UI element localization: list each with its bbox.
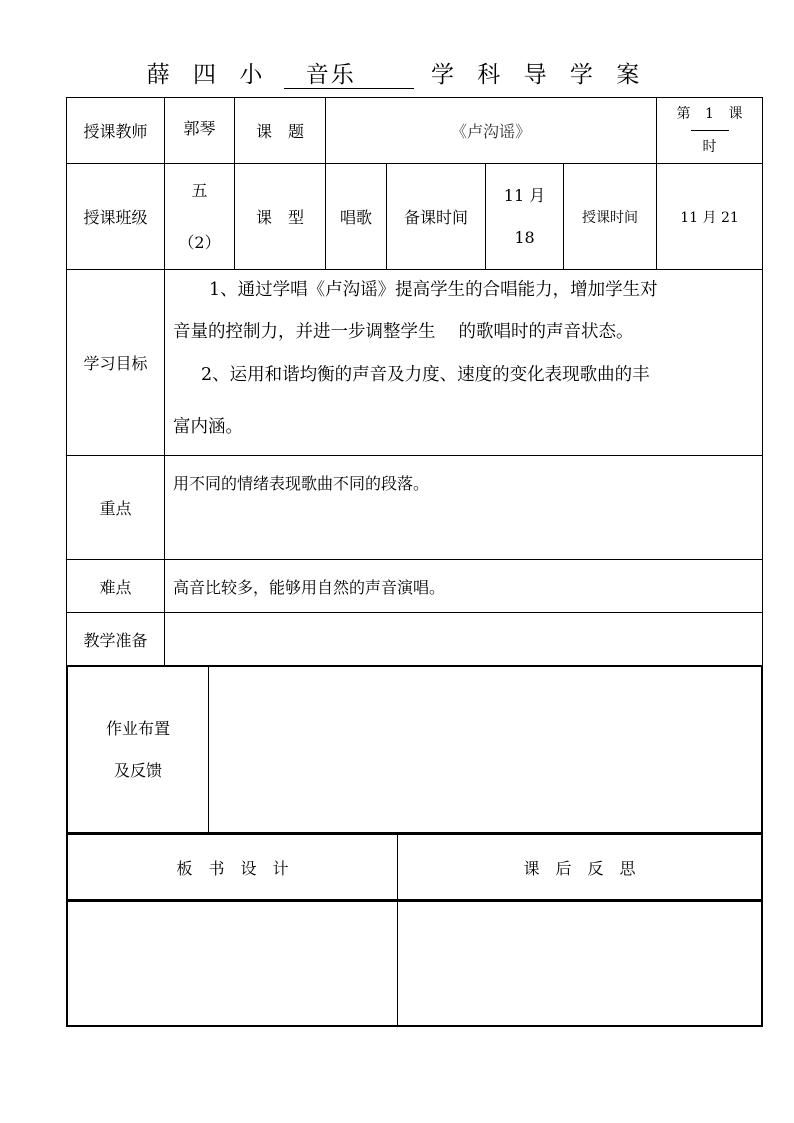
homework-label-line-2: 及反馈	[113, 760, 162, 780]
goals-content	[165, 270, 763, 456]
document-title	[0, 56, 794, 89]
teach-time-value: 11 月 21	[657, 164, 763, 270]
class-label: 授课班级	[67, 164, 165, 270]
title-suffix: 学 科 导 学 案	[431, 62, 648, 88]
row-difficulty	[67, 560, 763, 613]
lesson-unit: 时	[702, 139, 717, 155]
difficulty-text: 高音比较多，能够用自然的声音演唱。	[165, 560, 763, 613]
lesson-count	[657, 98, 763, 164]
board-reflection-body-cell	[67, 901, 763, 1027]
row-class-type	[67, 164, 763, 270]
class-grade: 五	[191, 180, 208, 200]
prep-time-label: 备课时间	[387, 164, 486, 270]
row-goals	[67, 270, 763, 456]
homework-cell	[67, 666, 763, 834]
goal-line-2: 音量的控制力，并进一步调整学生 的歌唱时的声音状态。	[173, 321, 634, 342]
type-value: 唱歌	[326, 164, 387, 270]
lesson-prefix: 第	[676, 106, 691, 122]
row-board-reflection-header	[67, 834, 763, 901]
class-value	[165, 164, 235, 270]
lesson-number: 1	[691, 98, 729, 131]
reflection-content	[398, 902, 762, 1026]
board-reflection-header-cell	[67, 834, 763, 901]
difficulty-label: 难点	[67, 560, 165, 613]
row-homework	[67, 666, 763, 834]
topic-value: 《卢沟谣》	[326, 98, 657, 164]
teach-time-label: 授课时间	[564, 164, 657, 270]
subject-name: 音乐	[284, 62, 414, 89]
prep-month: 11 月	[503, 185, 546, 205]
preparation-label: 教学准备	[67, 613, 165, 666]
prep-day: 18	[514, 227, 535, 247]
homework-label	[68, 667, 209, 833]
goal-line-4: 富内涵。	[173, 416, 243, 437]
focus-text: 用不同的情绪表现歌曲不同的段落。	[165, 456, 763, 560]
type-label: 课 型	[235, 164, 326, 270]
focus-label: 重点	[67, 456, 165, 560]
homework-text	[209, 667, 762, 833]
row-teacher-topic	[67, 98, 763, 164]
teacher-name: 郭琴	[165, 98, 235, 164]
reflection-label: 课 后 反 思	[398, 835, 762, 900]
board-design-content	[68, 902, 398, 1026]
goals-label: 学习目标	[67, 270, 165, 456]
prep-time-value	[486, 164, 564, 270]
lesson-suffix: 课	[728, 106, 743, 122]
teacher-label: 授课教师	[67, 98, 165, 164]
homework-label-line-1: 作业布置	[105, 718, 170, 738]
row-focus	[67, 456, 763, 560]
row-board-reflection-body	[67, 901, 763, 1027]
row-preparation	[67, 613, 763, 666]
school-name: 薛 四 小	[146, 62, 271, 88]
goal-line-3: 2、运用和谐均衡的声音及力度、速度的变化表现歌曲的丰	[201, 365, 650, 385]
topic-label: 课 题	[235, 98, 326, 164]
board-design-label: 板 书 设 计	[68, 835, 398, 900]
lesson-plan-table	[66, 97, 763, 1027]
goal-line-1: 1、通过学唱《卢沟谣》提高学生的合唱能力，增加学生对	[209, 280, 658, 300]
preparation-text	[165, 613, 763, 666]
class-section: （2）	[178, 232, 221, 252]
